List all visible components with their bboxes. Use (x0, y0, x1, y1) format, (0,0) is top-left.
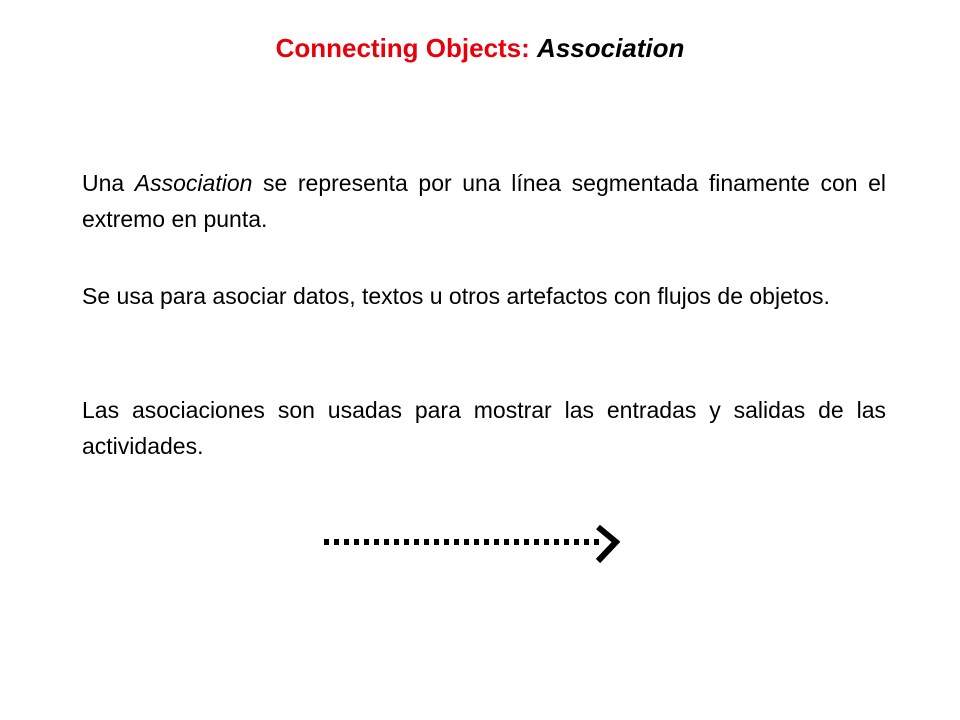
paragraph-1-italic-term: Association (134, 170, 253, 196)
paragraph-1-before: Una (82, 170, 125, 196)
dotted-arrow-head (598, 527, 616, 561)
paragraph-1-after: se representa por una línea segmentada finamente con el extremo en punta. (82, 170, 887, 232)
paragraph-association-definition (82, 165, 886, 237)
title-emphasis: Association (537, 33, 685, 63)
dotted-arrow-icon (318, 518, 628, 568)
paragraph-association-inputs-outputs: Las asociaciones son usadas para mostrar las entradas y salidas de las actividades. (82, 397, 886, 459)
paragraph-association-usage: Se usa para asociar datos, textos u otros artefactos con flujos de objetos. (82, 283, 830, 309)
slide-title (0, 30, 960, 66)
title-main: Connecting Objects: (275, 33, 530, 63)
